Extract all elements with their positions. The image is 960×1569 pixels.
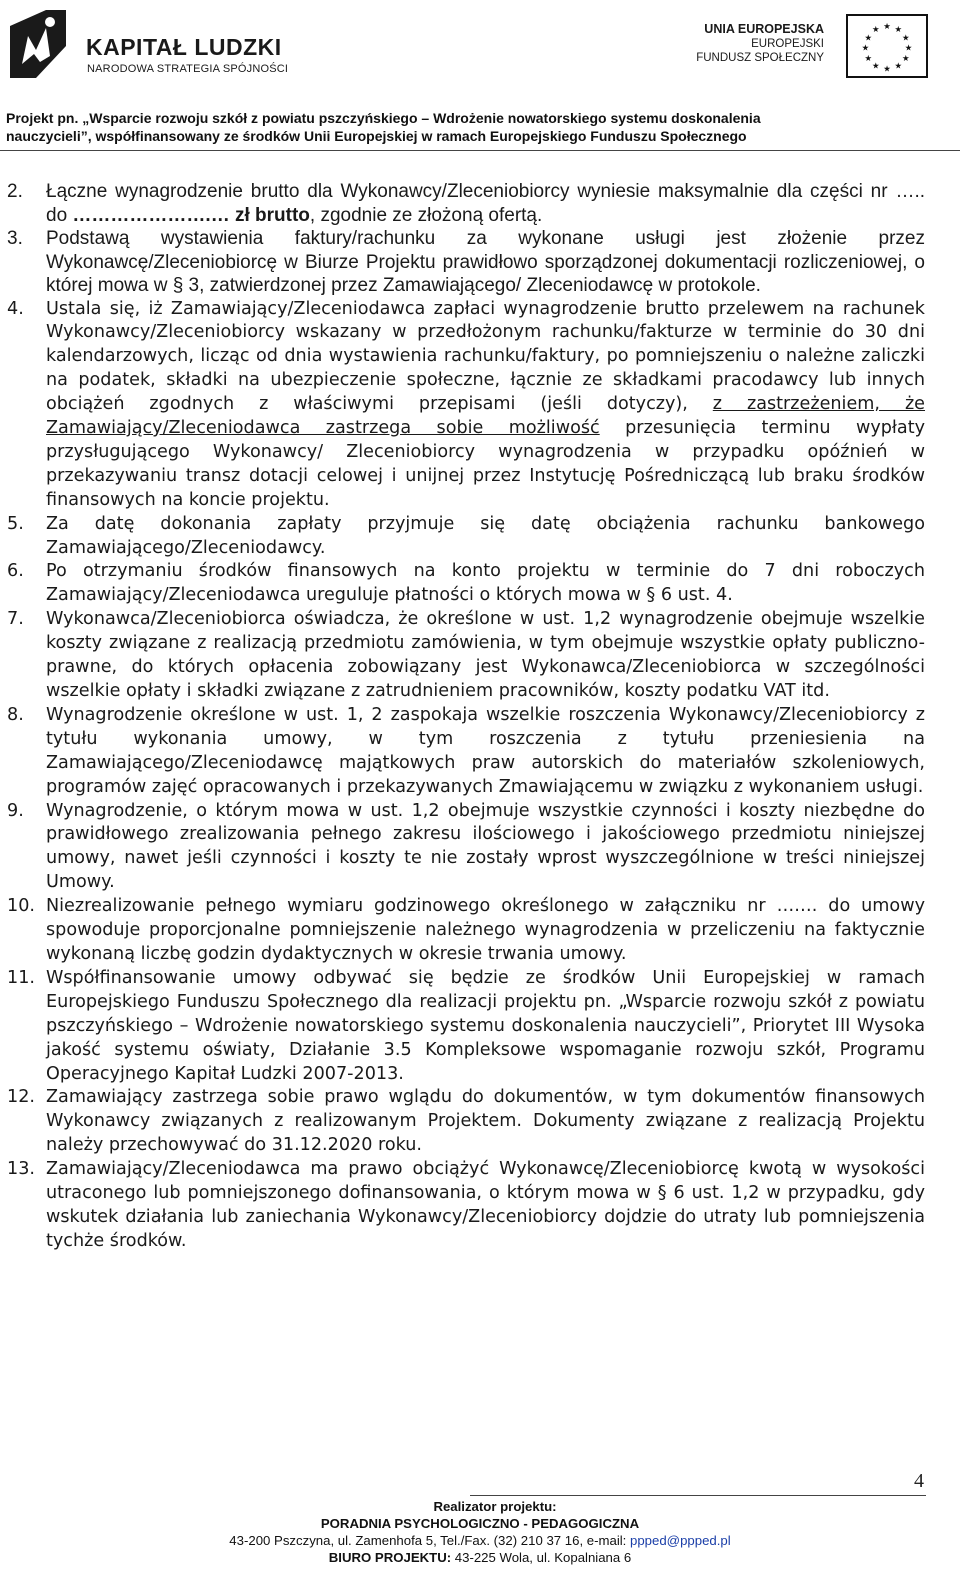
footer-address: 43-200 Pszczyna, ul. Zamenhofa 5, Tel./Fax. (32) 210 37 16, e-mail:: [229, 1533, 631, 1548]
item-number: 13.: [7, 1159, 35, 1180]
svg-text:★: ★: [894, 23, 903, 34]
svg-text:★: ★: [883, 21, 891, 32]
project-title-line2: nauczycieli”, współfinansowany ze środków Unii Europejskiej w ramach Europejskiego Funduszu Społecznego: [6, 128, 747, 144]
list-item: [0, 560, 960, 608]
item-number: 10.: [7, 896, 35, 917]
kapital-ludzki-logo: [6, 6, 296, 86]
svg-text:★: ★: [871, 23, 880, 34]
item-number: 4.: [7, 298, 24, 319]
item-text: Wykonawca/Zleceniobiorca oświadcza, że określone w ust. 1,2 wynagrodzenie obejmuje wszelkie koszty związane z realizacją przedmiotu zamówienia, w tym obejmuje wszystkie opłaty publiczno-prawne, do których opłacenia zobowiązany jest Wykonawca/Zleceniobiorca w szczególności wszelkie opłaty i składki związane z zatrudnieniem pracowników, koszty podatku VAT itd.: [46, 609, 925, 701]
svg-text:★: ★: [904, 42, 913, 53]
list-item: [0, 1086, 960, 1158]
page-footer: [0, 1498, 960, 1566]
item-text: Wynagrodzenie określone w ust. 1, 2 zaspokaja wszelkie roszczenia Wykonawcy/Zleceniobiorcy z tytułu wykonania umowy, w tym roszczenia z tytułu przeniesienia na Zamawiającego/Zleceniodawcę majątkowych praw autorskich do materiałów szkoleniowych, programów zajęć opracowanych i przekazywanych Zmawiającemu w związku z wykonaniem usługi.: [46, 704, 925, 797]
list-item: [0, 1158, 960, 1254]
list-item: [0, 704, 960, 800]
list-item: [0, 227, 960, 298]
page-header: [0, 0, 960, 148]
item-number: 12.: [7, 1087, 35, 1108]
item-number: 9.: [7, 800, 24, 821]
item-text: Po otrzymaniu środków finansowych na konto projektu w terminie do 7 dni roboczych Zamawiający/Zleceniodawca ureguluje płatności o których mowa w § 6 ust. 4.: [46, 561, 925, 606]
svg-text:★: ★: [861, 42, 870, 53]
list-item: [0, 895, 960, 967]
eu-logo-line2: EUROPEJSKI: [751, 38, 824, 50]
svg-text:★: ★: [901, 53, 910, 63]
item-text: Niezrealizowanie pełnego wymiaru godzinowego określonego w załączniku nr ……. do umowy spowoduje proporcjonalne pomniejszenie należnego wynagrodzenia w przeliczeniu na faktycznie wykonaną liczbę godzin dydaktycznych w okresie trwania umowy.: [46, 896, 925, 964]
footer-office-label: BIURO PROJEKTU:: [328, 1550, 452, 1565]
footer-divider: [470, 1495, 926, 1496]
svg-text:★: ★: [901, 32, 910, 43]
item-number: 6.: [7, 561, 24, 582]
list-item: [0, 800, 960, 896]
footer-address-line: [0, 1532, 960, 1549]
item-text: Ustala się, iż Zamawiający/Zleceniodawca zapłaci wynagrodzenie brutto przelewem na rachunek Wykonawcy/Zleceniobiorcy wskazany w przedłożonym rachunku/fakturze w terminie do 30 dni kalendarzowych, licząc od dnia wystawienia rachunku/faktury, po pomniejszeniu o należne zaliczki na podatek, składki na ubezpieczenie społeczne, łącznie ze składkami pracodawcy lub innych obciążeń zgodnych z właściwymi przepisami (jeśli dotyczy),: [46, 298, 925, 415]
footer-office-line: [0, 1549, 960, 1566]
logo-subtitle: NARODOWA STRATEGIA SPÓJNOŚCI: [87, 63, 289, 75]
list-item: [0, 513, 960, 561]
project-title-line1: Projekt pn. „Wsparcie rozwoju szkół z powiatu pszczyńskiego – Wdrożenie nowatorskiego systemu doskonalenia: [6, 110, 761, 126]
item-number: 3.: [7, 228, 23, 249]
footer-email-link[interactable]: ppped@ppped.pl: [630, 1533, 731, 1548]
contract-clauses-list: [0, 180, 960, 1254]
eu-logo-line3: FUNDUSZ SPOŁECZNY: [696, 52, 824, 64]
item-number: 11.: [7, 967, 35, 988]
list-item: [0, 298, 960, 513]
eu-flag-icon: [846, 14, 928, 78]
item-text: Podstawą wystawienia faktury/rachunku za wykonane usługi jest złożenie przez Wykonawcę/Zleceniobiorcę w Biurze Projektu prawidłowo sporządzonej dokumentacji rozliczeniowej, o której mowa w § 3, zatwierdzonej przez Zamawiającego/ Zleceniodawcę w protokole.: [46, 228, 925, 296]
item-text-tail: przesunięcia terminu wypłaty przysługującego Wykonawcy/ Zleceniobiorcy wynagrodzenia w przypadku opóźnień w przekazywaniu transz dotacji celowej i unijnej przez Instytucję Pośredniczącą lub braku środków finansowych na koncie projektu.: [46, 418, 925, 510]
item-number: 2.: [7, 181, 23, 202]
item-text: Wynagrodzenie, o którym mowa w ust. 1,2 obejmuje wszystkie czynności i koszty niezbędne do prawidłowego zrealizowania pełnego zakresu ilościowego i jakościowego przedmiotu niniejszej umowy, nawet jeśli czynności i koszty te nie zostały wprost wyszczególnione w treści niniejszej Umowy.: [46, 800, 925, 893]
item-underlined-text: z zastrzeżeniem, że Zamawiający/Zleceniodawca zastrzega sobie możliwość: [46, 394, 926, 439]
item-text: Za datę dokonania zapłaty przyjmuje się datę obciążenia rachunku bankowego Zamawiającego/Zleceniodawcy.: [46, 513, 925, 558]
header-divider: [0, 150, 960, 151]
item-amount-placeholder: ………………….… zł brutto: [72, 204, 310, 226]
footer-office-address: 43-225 Wola, ul. Kopalniana 6: [451, 1550, 632, 1565]
item-text: Współfinansowanie umowy odbywać się będzie ze środków Unii Europejskiej w ramach Europejskiego Funduszu Społecznego dla realizacji projektu pn. „Wsparcie rozwoju szkół z powiatu pszczyńskiego – Wdrożenie nowatorskiego systemu doskonalenia nauczycieli”, Priorytet III Wysoka jakość systemu oświaty, Działanie 3.5 Kompleksowe wspomaganie rozwoju szkół, Programu Operacyjnego Kapitał Ludzki 2007-2013.: [46, 967, 925, 1084]
item-text: Zamawiający/Zleceniodawca ma prawo obciążyć Wykonawcę/Zleceniobiorcę kwotą w wysokości utraconego lub pomniejszonego dofinansowania, o którym mowa w § 6 ust. 1,2 w przypadku, gdy wskutek działania lub zaniechania Wykonawcy/Zleceniobiorcy dojdzie do utraty lub pomniejszenia tychże środków.: [46, 1159, 925, 1251]
page-number: 4: [914, 1470, 924, 1492]
logo-title: KAPITAŁ LUDZKI: [86, 34, 282, 60]
svg-text:★: ★: [864, 32, 873, 43]
svg-text:★: ★: [864, 53, 873, 63]
list-item: [0, 608, 960, 704]
item-text: Zamawiający zastrzega sobie prawo wglądu do dokumentów, w tym dokumentów finansowych Wykonawcy związanych z realizowanym Projektem. Dokumenty związane z realizacją Projektu należy przechowywać do 31.12.2020 roku.: [46, 1087, 925, 1156]
kapital-ludzki-emblem-icon: [6, 6, 76, 82]
footer-realizator-label: Realizator projektu:: [433, 1499, 557, 1514]
item-number: 5.: [7, 513, 24, 534]
item-number: 8.: [7, 704, 24, 725]
svg-text:★: ★: [894, 60, 903, 71]
eu-logo-line1: UNIA EUROPEJSKA: [704, 22, 824, 36]
item-text: Łączne wynagrodzenie brutto dla Wykonawcy/Zleceniobiorcy wyniesie maksymalnie dla części nr ….. do: [46, 181, 925, 226]
list-item: [0, 180, 960, 227]
eu-logo: [696, 14, 936, 80]
footer-organization-name: PORADNIA PSYCHOLOGICZNO - PEDAGOGICZNA: [320, 1516, 640, 1531]
svg-text:★: ★: [871, 60, 880, 71]
list-item: [0, 967, 960, 1087]
item-number: 7.: [7, 609, 24, 630]
item-text-tail: , zgodnie ze złożoną ofertą.: [309, 204, 543, 226]
svg-text:★: ★: [883, 63, 891, 74]
